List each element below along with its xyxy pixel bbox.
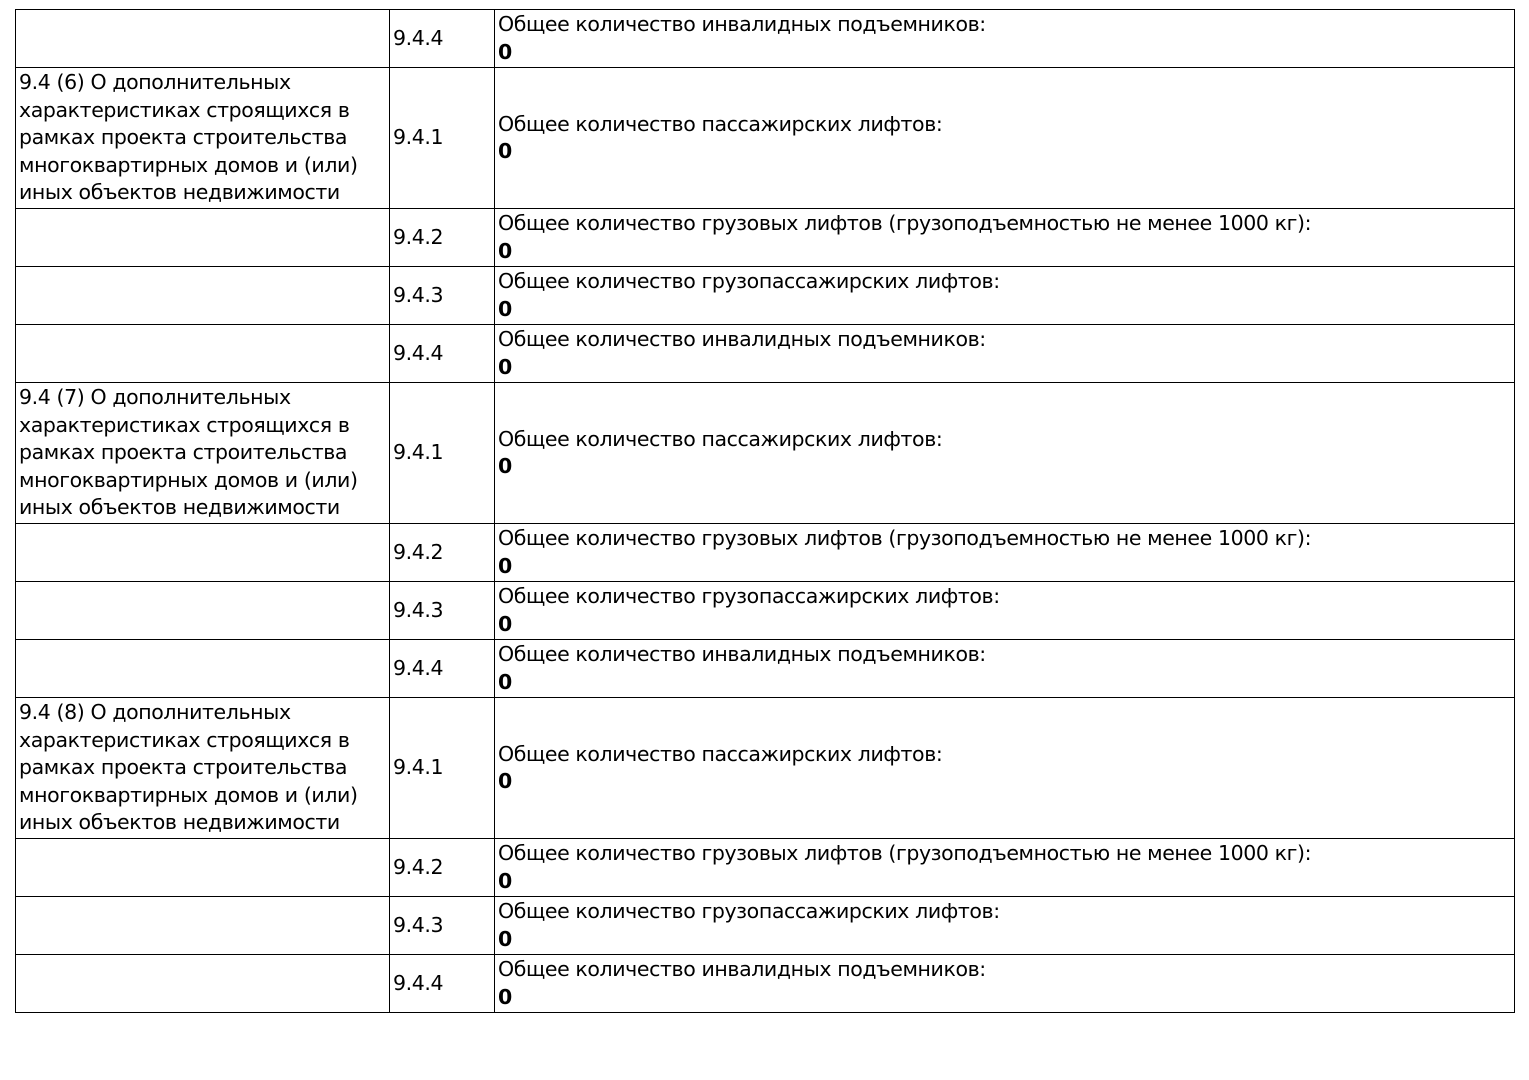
item-code: 9.4.4	[390, 640, 495, 698]
section-cell	[16, 209, 390, 267]
item-cell	[495, 955, 1515, 1013]
item-code: 9.4.3	[390, 267, 495, 325]
table-row	[16, 383, 1515, 524]
item-label: Общее количество грузовых лифтов (грузоподъемностью не менее 1000 кг):	[498, 526, 1312, 550]
item-cell	[495, 839, 1515, 897]
item-value: 0	[498, 139, 512, 163]
item-label: Общее количество грузовых лифтов (грузоподъемностью не менее 1000 кг):	[498, 211, 1312, 235]
item-value: 0	[498, 238, 512, 263]
table-row	[16, 698, 1515, 839]
item-cell	[495, 68, 1515, 209]
section-cell	[16, 839, 390, 897]
table-row	[16, 582, 1515, 640]
item-code: 9.4.3	[390, 582, 495, 640]
section-cell	[16, 524, 390, 582]
document-page	[15, 9, 1514, 1013]
item-value: 0	[498, 296, 512, 321]
item-code: 9.4.2	[390, 524, 495, 582]
item-label: Общее количество пассажирских лифтов:	[498, 741, 943, 766]
section-cell	[16, 955, 390, 1013]
item-cell	[495, 10, 1515, 68]
section-cell	[16, 325, 390, 383]
item-label: Общее количество грузовых лифтов (грузоподъемностью не менее 1000 кг):	[498, 841, 1312, 865]
item-code: 9.4.4	[390, 955, 495, 1013]
item-value: 0	[498, 669, 512, 694]
table-row	[16, 640, 1515, 698]
item-label: Общее количество пассажирских лифтов:	[498, 426, 943, 451]
item-code: 9.4.1	[390, 698, 495, 839]
section-cell	[16, 897, 390, 955]
item-label: Общее количество грузопассажирских лифтов:	[498, 899, 1000, 923]
item-code: 9.4.1	[390, 383, 495, 524]
table-row	[16, 68, 1515, 209]
item-value: 0	[498, 39, 512, 64]
item-label: Общее количество инвалидных подъемников:	[498, 12, 986, 36]
item-code: 9.4.2	[390, 209, 495, 267]
item-cell	[495, 897, 1515, 955]
item-cell	[495, 267, 1515, 325]
table-row	[16, 267, 1515, 325]
item-cell	[495, 209, 1515, 267]
table-row	[16, 524, 1515, 582]
section-cell	[16, 582, 390, 640]
section-cell: 9.4 (6) О дополнительных характеристиках строящихся в рамках проекта строительства многоквартирных домов и (или) иных объектов недвижимости	[16, 68, 390, 209]
item-code: 9.4.4	[390, 325, 495, 383]
item-label: Общее количество инвалидных подъемников:	[498, 642, 986, 666]
item-value: 0	[498, 454, 512, 478]
item-value: 0	[498, 553, 512, 578]
item-code: 9.4.2	[390, 839, 495, 897]
item-value: 0	[498, 926, 512, 951]
item-value: 0	[498, 984, 512, 1009]
section-cell	[16, 267, 390, 325]
item-cell	[495, 524, 1515, 582]
item-code: 9.4.1	[390, 68, 495, 209]
item-cell	[495, 582, 1515, 640]
item-value: 0	[498, 354, 512, 379]
item-cell	[495, 383, 1515, 524]
table-row	[16, 897, 1515, 955]
item-value: 0	[498, 769, 512, 793]
table-row	[16, 10, 1515, 68]
section-cell: 9.4 (7) О дополнительных характеристиках строящихся в рамках проекта строительства многоквартирных домов и (или) иных объектов недвижимости	[16, 383, 390, 524]
item-label: Общее количество инвалидных подъемников:	[498, 957, 986, 981]
item-label: Общее количество грузопассажирских лифтов:	[498, 584, 1000, 608]
item-value: 0	[498, 611, 512, 636]
table-row	[16, 325, 1515, 383]
item-label: Общее количество инвалидных подъемников:	[498, 327, 986, 351]
item-label: Общее количество грузопассажирских лифтов:	[498, 269, 1000, 293]
item-code: 9.4.4	[390, 10, 495, 68]
item-value: 0	[498, 868, 512, 893]
section-cell	[16, 10, 390, 68]
item-code: 9.4.3	[390, 897, 495, 955]
table-row	[16, 955, 1515, 1013]
section-cell: 9.4 (8) О дополнительных характеристиках строящихся в рамках проекта строительства многоквартирных домов и (или) иных объектов недвижимости	[16, 698, 390, 839]
item-label: Общее количество пассажирских лифтов:	[498, 111, 943, 136]
table-row	[16, 209, 1515, 267]
item-cell	[495, 325, 1515, 383]
item-cell	[495, 640, 1515, 698]
section-cell	[16, 640, 390, 698]
table-row	[16, 839, 1515, 897]
item-cell	[495, 698, 1515, 839]
elevators-table	[15, 9, 1515, 1013]
